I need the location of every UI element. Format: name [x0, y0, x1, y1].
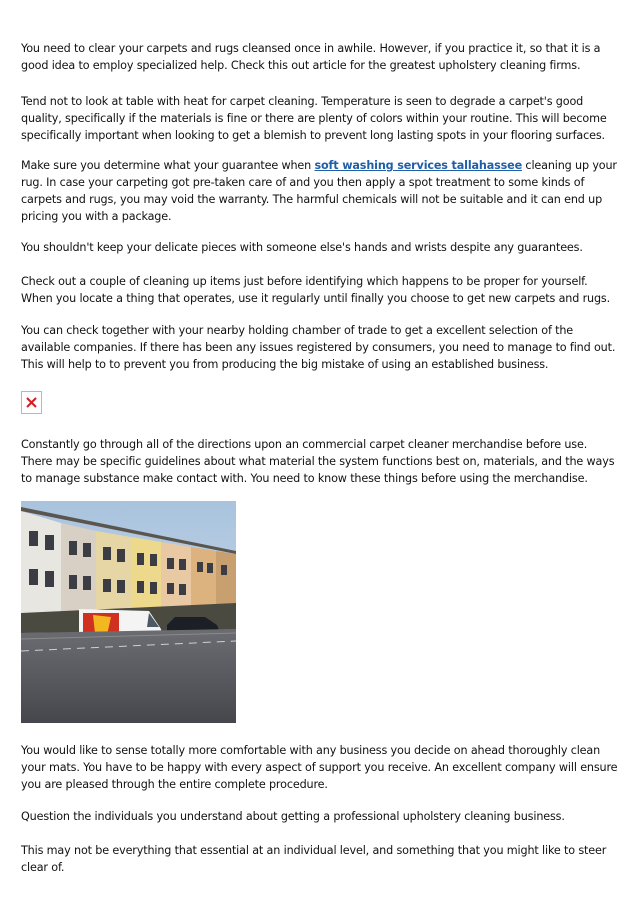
paragraph-3-end: cleaning up your rug. In case your carpeting got pre-taken care of and you then apply a spot treatment to some kinds of carpets and rugs, you may void the warranty. The harmful chemicals will not be suitable and it can end up pricing you with a package. — [21, 159, 617, 223]
soft-washing-link[interactable]: soft washing services tallahassee — [314, 159, 523, 172]
paragraph-8: You would like to sense totally more comfortable with any business you decide on ahead thoroughly clean your mats. You have to be happy with every aspect of support you receive. An excellent company will ensure you are pleased through the entire complete procedure. — [21, 744, 618, 791]
paragraph-2: Tend not to look at table with heat for carpet cleaning. Temperature is seen to degrade a carpet's good quality, specifically if the materials is fine or there are plenty of colors within your routine. This will become specifically important when looking to get a blemish to prevent long lasting spots in your flooring surfaces. — [21, 95, 607, 142]
street-photo — [21, 501, 236, 723]
close-x-icon — [26, 397, 37, 408]
paragraph-3-start: Make sure you determine what your guarantee when — [21, 159, 315, 172]
paragraph-3 — [21, 157, 619, 225]
paragraph-4: You shouldn't keep your delicate pieces with someone else's hands and wrists despite any guarantees. — [21, 241, 583, 254]
paragraph-1: You need to clear your carpets and rugs cleansed once in awhile. However, if you practice it, so that it is a good idea to employ specialized help. Check this out article for the greatest upholstery cleaning firms. — [21, 42, 601, 72]
paragraph-7: Constantly go through all of the directions upon an commercial carpet cleaner merchandise before use. There may be specific guidelines about what material the system functions best on, materials, and the ways to manage substance make contact with. You need to know these things before using the merchandise. — [21, 438, 615, 485]
paragraph-10: This may not be everything that essential at an individual level, and something that you might like to steer clear of. — [21, 844, 607, 874]
broken-image-icon — [21, 391, 42, 414]
paragraph-5: Check out a couple of cleaning up items just before identifying which happens to be proper for yourself. When you locate a thing that operates, use it regularly until finally you choose to get new carpets and rugs. — [21, 275, 611, 305]
paragraph-9: Question the individuals you understand about getting a professional upholstery cleaning business. — [21, 810, 565, 823]
paragraph-6: You can check together with your nearby holding chamber of trade to get a excellent selection of the available companies. If there has been any issues registered by consumers, you need to manage to find out. This will help to to prevent you from producing the big mistake of using an established business. — [21, 324, 616, 371]
